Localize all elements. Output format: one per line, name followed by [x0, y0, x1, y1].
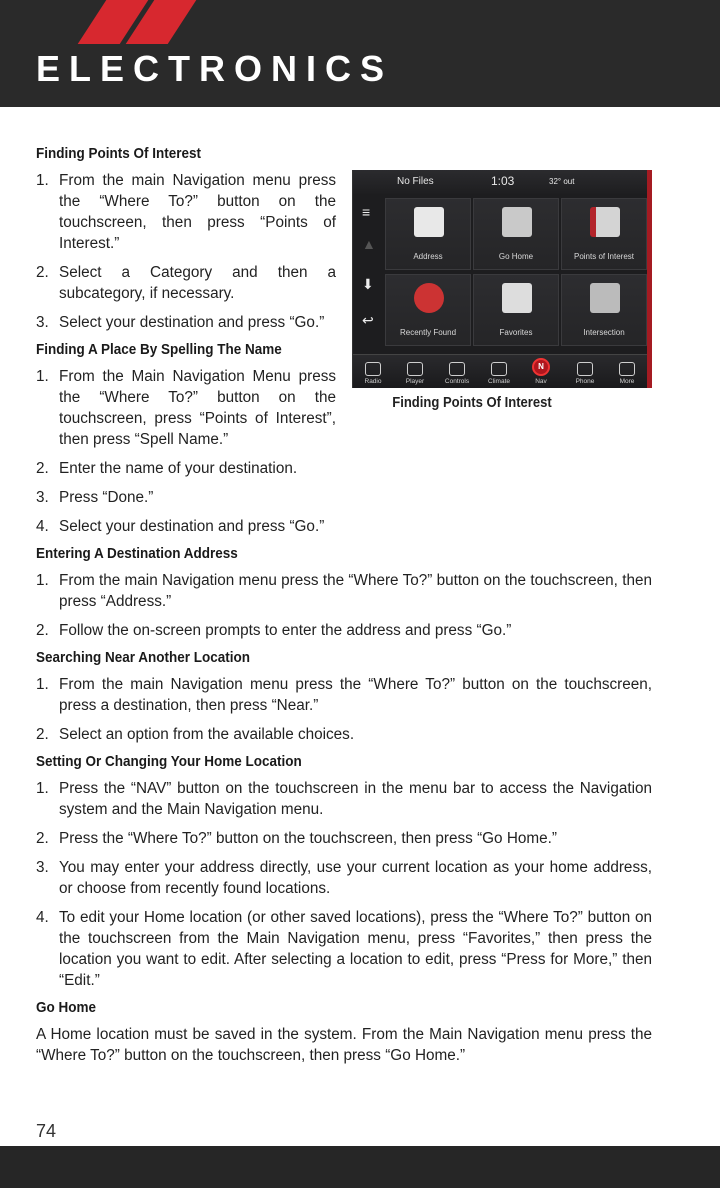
list-item: 3. Select your destination and press “Go.”	[36, 314, 325, 331]
page-footer	[0, 1146, 720, 1188]
back-icon: ↩	[362, 312, 374, 328]
phone-icon	[577, 362, 593, 376]
controls-icon	[449, 362, 465, 376]
section-home	[36, 753, 652, 991]
list-item: 2. Select an option from the available choices.	[36, 726, 355, 743]
list-item: 4. To edit your Home location (or other saved locations), press the “Where To?” button on the touchscreen from the Main Navigation menu, press “Favorites,” then press the location you want to edit. After selecting a location to edit, press “Press for More,” then “Edit.”	[36, 909, 652, 989]
envelope-icon	[414, 207, 444, 237]
page-number: 74	[36, 1121, 57, 1141]
climate-item: Climate	[481, 362, 517, 385]
list-item: 3. You may enter your address directly, use your current location as your home address, or choose from recently found locations.	[36, 859, 652, 897]
phone-item: Phone	[567, 362, 603, 385]
section-heading: Entering A Destination Address	[36, 545, 238, 562]
arrow-up-icon: ▲	[362, 236, 376, 252]
radio-item: Radio	[355, 362, 391, 385]
section-title: ELECTRONICS	[36, 48, 394, 89]
intersection-tile: Intersection	[561, 274, 647, 346]
list-item: 2. Enter the name of your destination.	[36, 460, 298, 477]
player-item: Player	[397, 362, 433, 385]
clock: 1:03	[491, 174, 515, 188]
section-gohome	[36, 999, 652, 1066]
points-of-interest-tile: Points of Interest	[561, 198, 647, 270]
house-icon	[502, 207, 532, 237]
nav-icon: N	[532, 358, 550, 376]
section-heading: Finding Points Of Interest	[36, 145, 202, 162]
poi-icon	[590, 207, 620, 237]
section-near	[36, 649, 652, 745]
nav-menu-grid	[385, 198, 649, 348]
nav-screen-figure	[352, 170, 652, 388]
section-heading: Finding A Place By Spelling The Name	[36, 341, 282, 358]
status-bar	[353, 170, 647, 194]
list-item: 2. Follow the on-screen prompts to enter the address and press “Go.”	[36, 622, 512, 639]
nav-item: N Nav	[523, 358, 559, 385]
section-heading: Searching Near Another Location	[36, 649, 251, 666]
climate-icon	[491, 362, 507, 376]
more-icon	[619, 362, 635, 376]
go-home-tile: Go Home	[473, 198, 559, 270]
heart-icon	[502, 283, 532, 313]
list-item: 3. Press “Done.”	[36, 489, 154, 506]
list-item: 2. Select a Category and then a subcategory, if necessary.	[36, 264, 336, 302]
section-heading: Go Home	[36, 999, 97, 1016]
section-address	[36, 545, 652, 641]
recently-found-tile: Recently Found	[385, 274, 471, 346]
list-item: 1. From the main Navigation menu press the “Where To?” button on the touchscreen, then press “Points of Interest.”	[36, 172, 336, 252]
list-item: 1. Press the “NAV” button on the touchscreen in the menu bar to access the Navigation system and the Main Navigation menu.	[36, 780, 652, 818]
outside-temp: 32° out	[549, 177, 575, 186]
list-item: 1. From the main Navigation menu press the “Where To?” button on the touchscreen, then press “Address.”	[36, 572, 652, 610]
more-item: More	[609, 362, 645, 385]
list-item: 1. From the Main Navigation Menu press the “Where To?” button on the touchscreen, press “Points of Interest”, then press “Spell Name.”	[36, 368, 336, 448]
list-item: 2. Press the “Where To?” button on the touchscreen, then press “Go Home.”	[36, 830, 557, 847]
clock-icon	[414, 283, 444, 313]
side-controls	[353, 194, 383, 354]
favorites-tile: Favorites	[473, 274, 559, 346]
section-heading: Setting Or Changing Your Home Location	[36, 753, 302, 770]
player-icon	[407, 362, 423, 376]
section-spell	[36, 341, 336, 537]
controls-item: Controls	[439, 362, 475, 385]
figure-caption: Finding Points Of Interest	[392, 395, 552, 411]
radio-icon	[365, 362, 381, 376]
address-tile: Address	[385, 198, 471, 270]
body-text: A Home location must be saved in the system. From the Main Navigation menu press the “Where To?” button on the touchscreen, then press “Go Home.”	[36, 1026, 652, 1064]
arrow-down-icon: ⬇	[362, 276, 374, 292]
crossroad-icon	[590, 283, 620, 313]
menu-bar	[353, 354, 647, 388]
section-poi	[36, 145, 336, 333]
menu-icon: ≡	[362, 204, 371, 220]
page-header	[0, 0, 720, 107]
list-item: 1. From the main Navigation menu press the “Where To?” button on the touchscreen, press a destination, then press “Near.”	[36, 676, 652, 714]
list-item: 4. Select your destination and press “Go.”	[36, 518, 325, 535]
media-status: No Files	[397, 176, 434, 187]
